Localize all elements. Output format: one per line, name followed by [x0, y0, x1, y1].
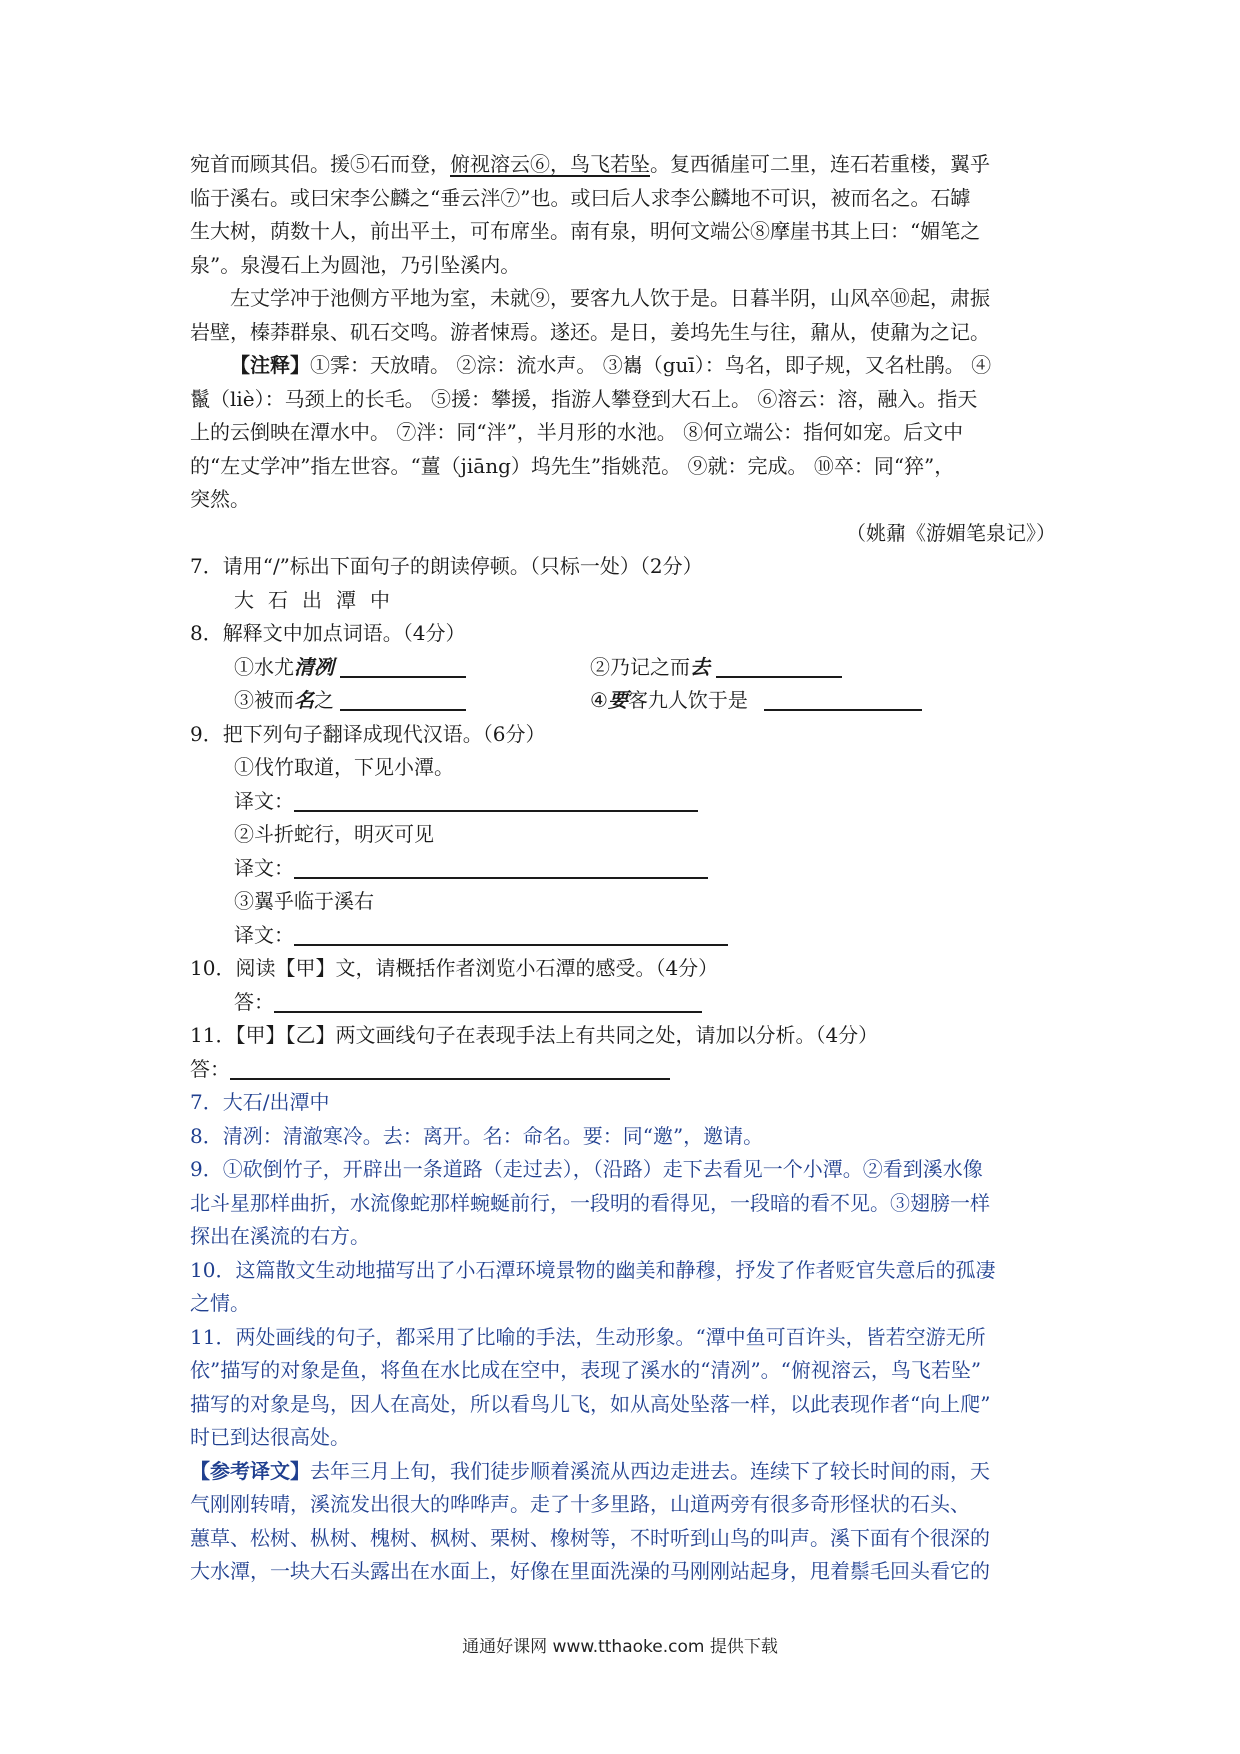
question-8-row	[190, 684, 1070, 718]
answer-blank[interactable]	[274, 991, 702, 1013]
question-8-item	[590, 651, 842, 685]
notes-line: 鬣（liè）：马颈上的长毛。 ⑤援：攀援，指游人攀登到大石上。 ⑥溶云：溶，融入。指天	[190, 386, 978, 411]
answer-blank[interactable]	[716, 656, 842, 678]
answer-label: 答：	[234, 989, 274, 1014]
item-text: 客九人饮于是	[627, 688, 748, 712]
answer-10: 10．这篇散文生动地描写出了小石潭环境景物的幽美和静穆，抒发了作者贬官失意后的孤凄	[190, 1257, 996, 1282]
source-citation: （姚鼐《游媚笔泉记》）	[846, 520, 1056, 545]
answer-8: 8．清冽：清澈寒冷。去：离开。名：命名。要：同“邀”，邀请。	[190, 1123, 764, 1148]
dotted-word: 名	[294, 688, 314, 712]
reference-translation: 气刚刚转晴，溪流发出很大的哗哗声。走了十多里路，山道两旁有很多奇形怪状的石头、	[190, 1492, 970, 1516]
footer-download-note: 通通好课网 www.tthaoke.com 提供下载	[462, 1637, 778, 1657]
question-8-item	[234, 684, 590, 718]
answer-11: 描写的对象是鸟，因人在高处，所以看鸟儿飞，如从高处坠落一样，以此表现作者“向上爬”	[190, 1391, 991, 1416]
question-8-item	[234, 651, 590, 685]
answer-blank[interactable]	[340, 689, 466, 711]
question-11: 11．【甲】【乙】两文画线句子在表现手法上有共同之处，请加以分析。（4分）	[190, 1023, 879, 1047]
reference-heading: 【参考译文】	[190, 1458, 310, 1483]
passage-line: 左丈学冲于池侧方平地为室，未就⑨，要客九人饮于是。日暮半阴，山风卒⑩起，肃振	[230, 286, 990, 310]
answer-11: 依”描写的对象是鱼，将鱼在水比成在空中，表现了溪水的“清冽”。“俯视溶云，鸟飞若坠”	[190, 1358, 982, 1382]
question-8: 8．解释文中加点词语。（4分）	[190, 621, 466, 645]
question-9-item: ③翼乎临于溪右	[234, 889, 374, 913]
dotted-word: 去	[690, 654, 710, 679]
passage-line: 生大树，荫数十人，前出平土，可布席坐。南有泉，明何文端公⑧摩崖书其上曰：“媚笔之	[190, 219, 981, 243]
translation-line	[190, 852, 1070, 886]
notes-heading: 【注释】	[230, 353, 310, 377]
reference-text: 去年三月上旬，我们徒步顺着溪流从西边走进去。连续下了较长时间的雨，天	[310, 1458, 990, 1483]
reference-translation: 蕙草、松树、枞树、槐树、枫树、栗树、橡树等，不时听到山鸟的叫声。溪下面有个很深的	[190, 1525, 990, 1550]
translation-line	[190, 919, 1070, 953]
reference-translation	[190, 1455, 1070, 1489]
question-9-item: ①伐竹取道，下见小潭。	[234, 755, 454, 779]
answer-blank[interactable]	[294, 924, 728, 946]
answer-line	[190, 986, 1070, 1020]
passage-text: 宛首而顾其侣。援⑤石而登，	[190, 152, 450, 176]
answer-11: 时已到达很高处。	[190, 1425, 350, 1449]
notes-line	[190, 349, 1070, 383]
answer-line	[190, 1053, 1070, 1087]
question-8-item	[590, 684, 922, 718]
translation-label: 译文：	[234, 922, 294, 947]
answer-9: 探出在溪流的右方。	[190, 1224, 370, 1248]
notes-text: ①霁：天放晴。 ②淙：流水声。 ③巂（guī）：鸟名，即子规，又名杜鹃。 ④	[310, 353, 992, 377]
answer-7: 7．大石/出潭中	[190, 1090, 330, 1114]
answer-blank[interactable]	[294, 790, 698, 812]
item-text: 之	[314, 688, 334, 712]
answer-9: 9．①砍倒竹子，开辟出一条道路（走过去），（沿路）走下去看见一个小潭。②看到溪水像	[190, 1157, 983, 1181]
question-8-row	[190, 651, 1070, 685]
translation-label: 译文：	[234, 788, 294, 813]
dotted-word: 要	[607, 688, 628, 712]
translation-label: 译文：	[234, 855, 294, 880]
answer-blank[interactable]	[340, 656, 466, 678]
question-10: 10．阅读【甲】文，请概括作者浏览小石潭的感受。（4分）	[190, 956, 719, 980]
dotted-word: 清冽	[294, 654, 334, 679]
passage-line: 岩壁，榛莽群泉、矶石交鸣。游者悚焉。遂还。是日，姜坞先生与往，鼐从，使鼐为之记。	[190, 319, 990, 344]
answer-blank[interactable]	[230, 1058, 670, 1080]
underlined-sentence: 俯视溶云⑥，鸟飞若坠	[450, 152, 650, 176]
passage-line: 泉”。泉漫石上为圆池，乃引坠溪内。	[190, 252, 521, 277]
notes-line: 突然。	[190, 487, 250, 511]
question-7: 7．请用“/”标出下面句子的朗读停顿。（只标一处）（2分）	[190, 554, 703, 578]
answer-10: 之情。	[190, 1291, 250, 1315]
answer-blank[interactable]	[294, 857, 708, 879]
passage-text: 。复西循崖可二里，连石若重楼，翼乎	[650, 152, 990, 176]
answer-11: 11．两处画线的句子，都采用了比喻的手法，生动形象。“潭中鱼可百许头，皆若空游无所	[190, 1324, 986, 1349]
item-text: ③被而	[234, 688, 294, 712]
document-page	[190, 148, 1070, 1589]
item-text: ④	[590, 688, 608, 712]
question-9: 9．把下列句子翻译成现代汉语。（6分）	[190, 721, 546, 746]
reference-translation: 大水潭，一块大石头露出在水面上，好像在里面洗澡的马刚刚站起身，甩着鬃毛回头看它的	[190, 1559, 990, 1583]
notes-line: 上的云倒映在潭水中。 ⑦泮：同“泮”，半月形的水池。 ⑧何立端公：指何如宠。后文中	[190, 420, 964, 444]
answer-label: 答：	[190, 1056, 230, 1081]
question-9-item: ②斗折蛇行，明灭可见	[234, 822, 434, 846]
passage-line	[190, 148, 1070, 182]
item-text: ①水尤	[234, 654, 294, 679]
passage-line: 临于溪右。或曰宋李公麟之“垂云泮⑦”也。或曰后人求李公麟地不可识，被而名之。石罅	[190, 185, 971, 210]
notes-line: 的“左丈学冲”指左世容。“薑（jiāng）坞先生”指姚范。 ⑨就：完成。 ⑩卒：同“猝”，	[190, 453, 955, 478]
item-text: ②乃记之而	[590, 654, 690, 679]
answer-9: 北斗星那样曲折，水流像蛇那样蜿蜒前行，一段明的看得见，一段暗的看不见。③翅膀一样	[190, 1190, 990, 1215]
answer-blank[interactable]	[764, 689, 922, 711]
question-7-sentence: 大石出潭中	[234, 587, 404, 612]
translation-line	[190, 785, 1070, 819]
